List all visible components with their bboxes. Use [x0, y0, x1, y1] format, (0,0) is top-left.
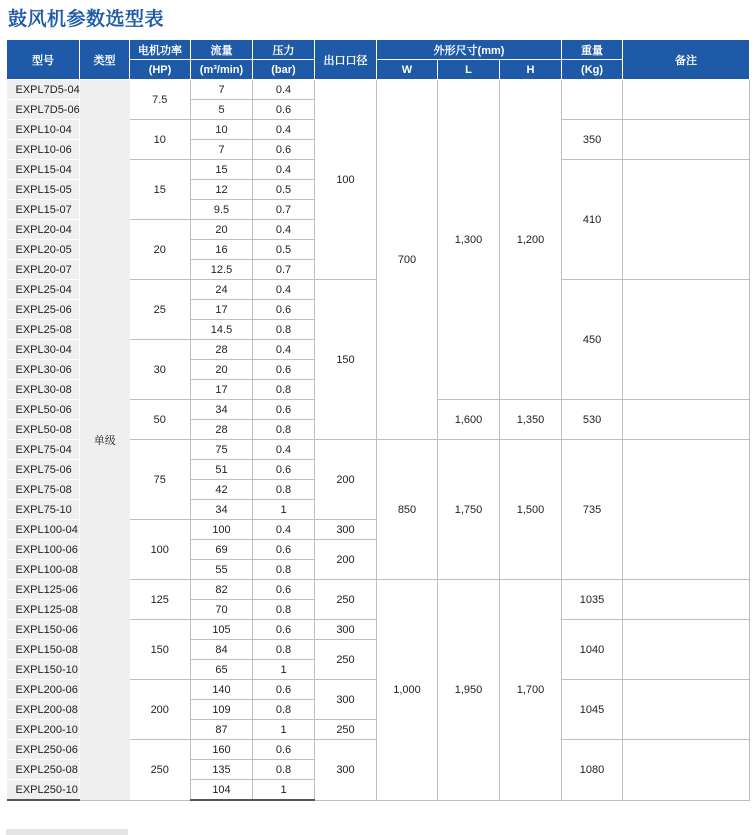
pressure-cell: 1 — [253, 660, 315, 680]
flow-cell: 100 — [191, 520, 253, 540]
flow-cell: 5 — [191, 100, 253, 120]
flow-cell: 34 — [191, 500, 253, 520]
flow-cell: 135 — [191, 760, 253, 780]
weight-cell: 1040 — [562, 620, 623, 680]
pressure-cell: 0.6 — [253, 400, 315, 420]
outlet-cell: 250 — [315, 640, 377, 680]
weight-cell: 450 — [562, 280, 623, 400]
weight-cell — [562, 80, 623, 120]
header-dims: 外形尺寸(mm) — [377, 40, 562, 60]
flow-cell: 70 — [191, 600, 253, 620]
power-cell: 10 — [130, 120, 191, 160]
flow-cell: 28 — [191, 420, 253, 440]
outlet-cell: 300 — [315, 680, 377, 720]
flow-cell: 15 — [191, 160, 253, 180]
power-cell: 30 — [130, 340, 191, 400]
model-cell: EXPL200-10 — [7, 720, 80, 740]
model-cell: EXPL15-04 — [7, 160, 80, 180]
header-pressure: 压力 — [253, 40, 315, 60]
model-cell: EXPL75-06 — [7, 460, 80, 480]
flow-cell: 12.5 — [191, 260, 253, 280]
remark-cell — [623, 580, 750, 620]
type-cell: 单级 — [80, 80, 130, 801]
pressure-cell: 0.6 — [253, 540, 315, 560]
weight-cell: 1045 — [562, 680, 623, 740]
dim-l-cell: 1,600 — [438, 400, 500, 440]
spec-table — [6, 39, 750, 801]
flow-cell: 10 — [191, 120, 253, 140]
model-cell: EXPL10-06 — [7, 140, 80, 160]
pressure-cell: 0.6 — [253, 580, 315, 600]
power-cell: 100 — [130, 520, 191, 580]
header-type: 类型 — [80, 40, 130, 80]
flow-cell: 16 — [191, 240, 253, 260]
pressure-cell: 1 — [253, 720, 315, 740]
header-power: 电机功率 — [130, 40, 191, 60]
flow-cell: 42 — [191, 480, 253, 500]
dim-w-cell: 850 — [377, 440, 438, 580]
power-cell: 50 — [130, 400, 191, 440]
pressure-cell: 0.6 — [253, 300, 315, 320]
flow-cell: 69 — [191, 540, 253, 560]
header-remark: 备注 — [623, 40, 750, 80]
power-cell: 7.5 — [130, 80, 191, 120]
pressure-cell: 0.4 — [253, 440, 315, 460]
pressure-cell: 0.6 — [253, 740, 315, 760]
remark-cell — [623, 400, 750, 440]
weight-cell: 530 — [562, 400, 623, 440]
outlet-cell: 250 — [315, 720, 377, 740]
bottom-strip — [6, 829, 128, 835]
flow-cell: 20 — [191, 220, 253, 240]
model-cell: EXPL25-08 — [7, 320, 80, 340]
model-cell: EXPL7D5-04 — [7, 80, 80, 100]
remark-cell — [623, 620, 750, 680]
model-cell: EXPL50-08 — [7, 420, 80, 440]
pressure-cell: 0.8 — [253, 760, 315, 780]
pressure-cell: 0.4 — [253, 120, 315, 140]
flow-cell: 7 — [191, 80, 253, 100]
outlet-cell: 300 — [315, 520, 377, 540]
model-cell: EXPL30-04 — [7, 340, 80, 360]
flow-cell: 55 — [191, 560, 253, 580]
power-cell: 250 — [130, 740, 191, 801]
flow-cell: 24 — [191, 280, 253, 300]
pressure-cell: 0.4 — [253, 220, 315, 240]
header-model: 型号 — [7, 40, 80, 80]
pressure-cell: 0.4 — [253, 160, 315, 180]
page-title: 鼓风机参数选型表 — [8, 8, 165, 30]
flow-cell: 75 — [191, 440, 253, 460]
flow-cell: 51 — [191, 460, 253, 480]
power-cell: 75 — [130, 440, 191, 520]
model-cell: EXPL150-08 — [7, 640, 80, 660]
dim-h-cell: 1,700 — [500, 580, 562, 801]
header-dim-w: W — [377, 60, 438, 80]
flow-cell: 109 — [191, 700, 253, 720]
remark-cell — [623, 120, 750, 160]
flow-cell: 82 — [191, 580, 253, 600]
model-cell: EXPL25-04 — [7, 280, 80, 300]
power-cell: 200 — [130, 680, 191, 740]
pressure-cell: 0.8 — [253, 380, 315, 400]
power-cell: 125 — [130, 580, 191, 620]
weight-cell: 350 — [562, 120, 623, 160]
pressure-cell: 0.8 — [253, 640, 315, 660]
pressure-cell: 0.6 — [253, 620, 315, 640]
weight-cell: 410 — [562, 160, 623, 280]
flow-cell: 20 — [191, 360, 253, 380]
model-cell: EXPL150-06 — [7, 620, 80, 640]
weight-cell: 1035 — [562, 580, 623, 620]
pressure-cell: 0.5 — [253, 180, 315, 200]
model-cell: EXPL20-04 — [7, 220, 80, 240]
remark-cell — [623, 440, 750, 580]
model-cell: EXPL30-06 — [7, 360, 80, 380]
header-power-unit: (HP) — [130, 60, 191, 80]
flow-cell: 17 — [191, 300, 253, 320]
header-outlet: 出口口径 — [315, 40, 377, 80]
remark-cell — [623, 280, 750, 400]
model-cell: EXPL250-08 — [7, 760, 80, 780]
model-cell: EXPL20-07 — [7, 260, 80, 280]
pressure-cell: 0.6 — [253, 100, 315, 120]
model-cell: EXPL10-04 — [7, 120, 80, 140]
pressure-cell: 0.6 — [253, 460, 315, 480]
pressure-cell: 0.8 — [253, 320, 315, 340]
header-weight-unit: (Kg) — [562, 60, 623, 80]
model-cell: EXPL7D5-06 — [7, 100, 80, 120]
power-cell: 20 — [130, 220, 191, 280]
outlet-cell: 300 — [315, 740, 377, 801]
pressure-cell: 0.7 — [253, 260, 315, 280]
model-cell: EXPL250-10 — [7, 780, 80, 801]
model-cell: EXPL15-05 — [7, 180, 80, 200]
flow-cell: 12 — [191, 180, 253, 200]
pressure-cell: 0.4 — [253, 280, 315, 300]
pressure-cell: 0.8 — [253, 560, 315, 580]
flow-cell: 105 — [191, 620, 253, 640]
flow-cell: 7 — [191, 140, 253, 160]
model-cell: EXPL100-04 — [7, 520, 80, 540]
remark-cell — [623, 740, 750, 801]
dim-h-cell: 1,350 — [500, 400, 562, 440]
dim-w-cell: 1,000 — [377, 580, 438, 801]
table-row — [7, 80, 750, 100]
model-cell: EXPL200-06 — [7, 680, 80, 700]
flow-cell: 87 — [191, 720, 253, 740]
flow-cell: 104 — [191, 780, 253, 801]
remark-cell — [623, 160, 750, 280]
model-cell: EXPL75-04 — [7, 440, 80, 460]
header-dim-h: H — [500, 60, 562, 80]
flow-cell: 17 — [191, 380, 253, 400]
pressure-cell: 0.8 — [253, 700, 315, 720]
header-pressure-unit: (bar) — [253, 60, 315, 80]
model-cell: EXPL250-06 — [7, 740, 80, 760]
remark-cell — [623, 80, 750, 120]
model-cell: EXPL125-08 — [7, 600, 80, 620]
power-cell: 150 — [130, 620, 191, 680]
model-cell: EXPL75-08 — [7, 480, 80, 500]
model-cell: EXPL15-07 — [7, 200, 80, 220]
dim-w-cell: 700 — [377, 80, 438, 440]
pressure-cell: 0.6 — [253, 680, 315, 700]
model-cell: EXPL100-06 — [7, 540, 80, 560]
pressure-cell: 0.4 — [253, 520, 315, 540]
table-body — [7, 80, 750, 801]
pressure-cell: 0.8 — [253, 600, 315, 620]
power-cell: 15 — [130, 160, 191, 220]
model-cell: EXPL50-06 — [7, 400, 80, 420]
pressure-cell: 1 — [253, 780, 315, 801]
header-flow-unit: (m³/min) — [191, 60, 253, 80]
pressure-cell: 0.7 — [253, 200, 315, 220]
dim-l-cell: 1,300 — [438, 80, 500, 400]
power-cell: 25 — [130, 280, 191, 340]
pressure-cell: 0.4 — [253, 340, 315, 360]
outlet-cell: 300 — [315, 620, 377, 640]
pressure-cell: 0.4 — [253, 80, 315, 100]
header-flow: 流量 — [191, 40, 253, 60]
pressure-cell: 0.8 — [253, 420, 315, 440]
model-cell: EXPL125-06 — [7, 580, 80, 600]
outlet-cell: 200 — [315, 540, 377, 580]
header-weight: 重量 — [562, 40, 623, 60]
model-cell: EXPL200-08 — [7, 700, 80, 720]
pressure-cell: 0.5 — [253, 240, 315, 260]
flow-cell: 140 — [191, 680, 253, 700]
flow-cell: 65 — [191, 660, 253, 680]
outlet-cell: 200 — [315, 440, 377, 520]
flow-cell: 84 — [191, 640, 253, 660]
weight-cell: 735 — [562, 440, 623, 580]
pressure-cell: 0.6 — [253, 360, 315, 380]
dim-h-cell: 1,500 — [500, 440, 562, 580]
model-cell: EXPL30-08 — [7, 380, 80, 400]
model-cell: EXPL150-10 — [7, 660, 80, 680]
header-dim-l: L — [438, 60, 500, 80]
model-cell: EXPL75-10 — [7, 500, 80, 520]
weight-cell: 1080 — [562, 740, 623, 801]
dim-l-cell: 1,950 — [438, 580, 500, 801]
dim-h-cell: 1,200 — [500, 80, 562, 400]
pressure-cell: 0.8 — [253, 480, 315, 500]
outlet-cell: 150 — [315, 280, 377, 440]
model-cell: EXPL100-08 — [7, 560, 80, 580]
remark-cell — [623, 680, 750, 740]
flow-cell: 34 — [191, 400, 253, 420]
flow-cell: 160 — [191, 740, 253, 760]
model-cell: EXPL25-06 — [7, 300, 80, 320]
dim-l-cell: 1,750 — [438, 440, 500, 580]
model-cell: EXPL20-05 — [7, 240, 80, 260]
outlet-cell: 100 — [315, 80, 377, 280]
flow-cell: 9.5 — [191, 200, 253, 220]
flow-cell: 28 — [191, 340, 253, 360]
flow-cell: 14.5 — [191, 320, 253, 340]
outlet-cell: 250 — [315, 580, 377, 620]
pressure-cell: 1 — [253, 500, 315, 520]
pressure-cell: 0.6 — [253, 140, 315, 160]
